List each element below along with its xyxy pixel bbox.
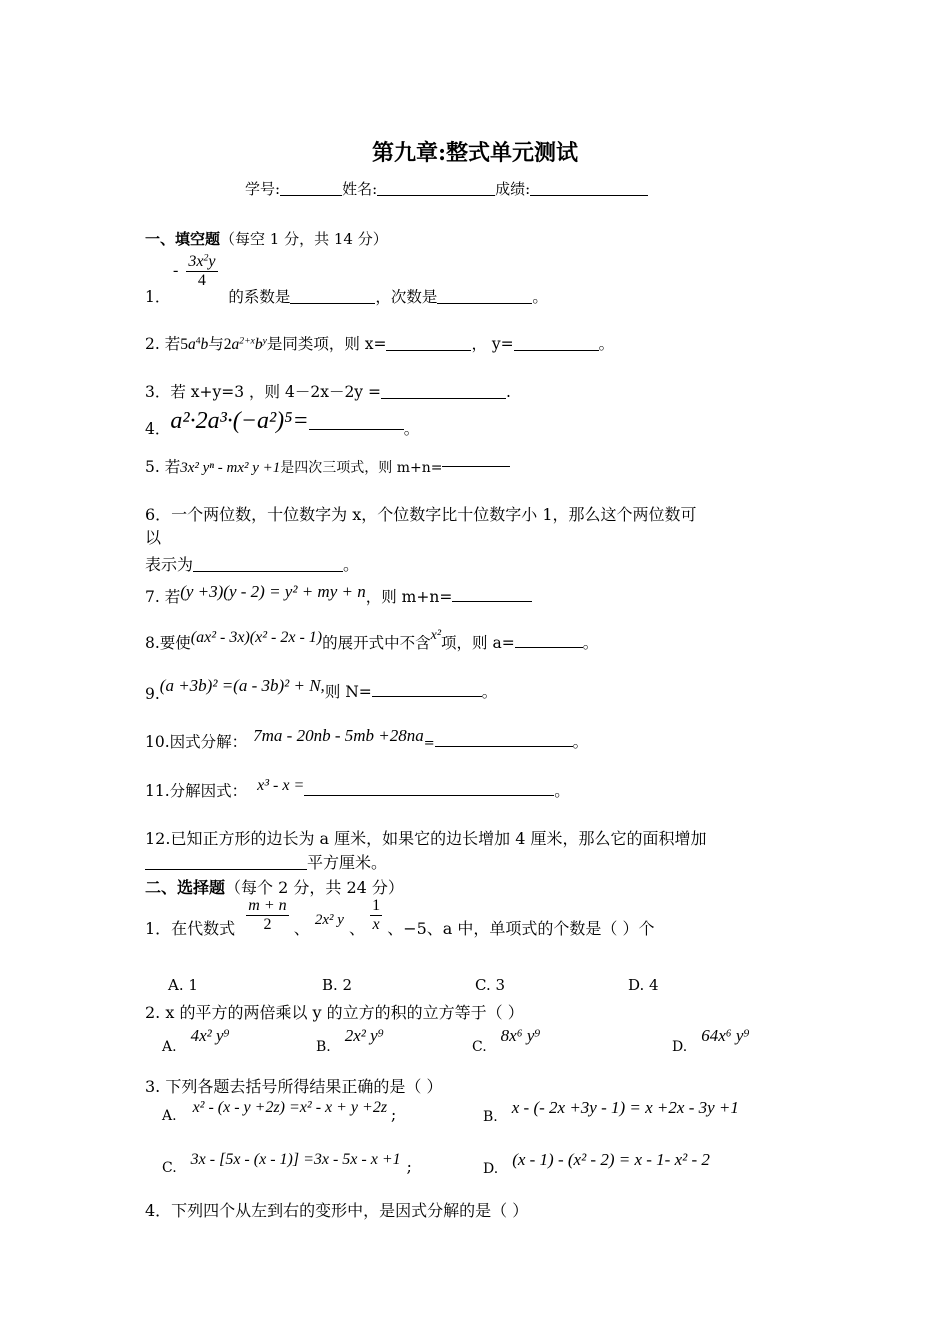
c1-option-c[interactable]: C. 3 [475,976,506,994]
c3-label-b: B. [483,1109,498,1125]
q11-pre: 11.分解因式： [145,782,248,800]
q5 [145,455,510,477]
q1-frac-den: 4 [197,272,206,289]
c1-term-2: 2x² y [314,912,344,928]
c2-option-b[interactable] [316,1026,384,1055]
section-2-note: （每个 2 分，共 24 分） [225,878,404,897]
q2-term-1: $5a^4b$ [180,335,209,353]
c1-frac-1-den: 2 [263,916,272,933]
c3-expr-c: 3x - [5x - (x - 1)] =3x - 5x - x +1 [190,1151,401,1168]
c1 [145,897,655,939]
c1-frac-1 [246,897,288,934]
c3-label-c: C. [162,1160,177,1176]
q9-end: 。 [481,683,498,701]
c2-option-d[interactable] [672,1026,749,1055]
id-label: 学号: [245,180,281,198]
q5-text: 是四次三项式，则 m+n= [280,460,443,476]
q8-pre: 8.要使 [145,634,191,652]
q6-end: 。 [343,555,360,574]
q4-expr: a²·2a³·(−a²)⁵= [170,408,309,434]
c1-rest: 、−5、a 中，单项式的个数是（ ）个 [387,919,655,938]
q12-line-1: 12.已知正方形的边长为 a 厘米，如果它的边长增加 4 厘米，那么它的面积增加 [145,829,707,848]
section-1-heading [145,228,388,249]
q10-pre: 10.因式分解： [145,733,248,751]
c2-expr-a: 4x² y⁹ [190,1026,230,1045]
name-label: 姓名: [342,180,378,198]
q7-text: ，则 m+n= [365,588,453,606]
c3-option-d[interactable] [483,1150,710,1177]
q7-pre: 7. 若 [145,588,181,606]
c3-option-b[interactable] [483,1098,739,1125]
c1-sep-1: 、 [293,919,310,938]
c3-semi-a: ; [391,1106,397,1124]
q6-line-1: 6．一个两位数，十位数字为 x，个位数字比十位数字小 1，那么这个两位数可 [145,505,697,524]
q10-blank[interactable] [435,745,573,747]
q12-line-2 [145,850,387,873]
c3-semi-c: ; [406,1158,412,1176]
score-label: 成绩: [495,180,531,198]
q1 [145,285,548,307]
q6-text: 表示为 [145,555,194,574]
c3-option-a[interactable] [162,1098,396,1124]
score-blank[interactable] [530,194,648,196]
section-2-title: 二、选择题 [145,878,226,897]
c1-frac-1-num: m + n [248,897,287,914]
student-info-line [245,178,648,199]
q1-blank-2[interactable] [437,302,532,304]
q11 [145,776,570,801]
q8-text2: 项，则 a= [441,634,515,652]
c2-stem: 2. x 的平方的两倍乘以 y 的立方的积的立方等于（ ） [145,1003,524,1022]
q7 [145,582,532,607]
q1-blank-1[interactable] [290,302,375,304]
q5-pre: 5. 若 [145,458,181,476]
q5-expr: 3x² yⁿ - mx² y +1 [180,460,281,476]
c1-pre: 1．在代数式 [145,919,236,938]
q2-text: 是同类项，则 x= [266,335,387,353]
c2-option-a[interactable] [162,1026,229,1055]
q12-text: 平方厘米。 [307,853,388,872]
q12-blank[interactable] [145,868,307,870]
q6-line-3 [145,552,359,575]
q4 [145,408,419,439]
q9-blank[interactable] [372,695,482,697]
c3-expr-d: (x - 1) - (x² - 2) = x - 1- x² - 2 [512,1150,710,1169]
q4-end: 。 [403,420,420,438]
c2-expr-c: 8x⁶ y⁹ [500,1026,541,1045]
q1-number: 1． [145,288,171,306]
c1-option-d[interactable]: D. 4 [628,976,659,994]
q10 [145,726,588,752]
q6-line-2: 以 [145,528,162,547]
c2-label-b: B. [316,1039,331,1055]
q8-expr: (ax² - 3x)(x² - 2x - 1) [190,629,323,646]
q11-expr: x³ - x = [257,777,305,794]
q5-blank[interactable] [442,465,510,467]
c4-stem: 4．下列四个从左到右的变形中，是因式分解的是（ ） [145,1201,529,1220]
q8-end: 。 [582,634,599,652]
q2-pre: 2. 若 [145,335,181,353]
q2 [145,332,614,354]
section-2-heading [145,875,404,898]
section-1-title: 一、填空题 [145,230,221,248]
q10-end: 。 [572,733,589,751]
q8-text1: 的展开式中不含 [322,634,431,652]
c3-label-d: D. [483,1161,499,1177]
q2-term-2: $2a^{2+x}b^y$ [223,335,267,353]
q1-minus: - [173,262,179,280]
q3-text: 3．若 x+y=3 ，则 4－2x－2y = [145,383,381,401]
c2-expr-d: 64x⁶ y⁹ [701,1026,750,1045]
q9-expr: (a +3b)² =(a - 3b)² + N, [159,676,325,695]
c1-option-a[interactable]: A. 1 [168,976,198,994]
q2-mid: 与 [208,335,224,353]
q11-end: 。 [554,782,570,800]
c1-frac-2 [370,897,382,934]
c3-stem: 3. 下列各题去括号所得结果正确的是（ ） [145,1077,443,1096]
q10-expr: 7ma - 20nb - 5mb +28na [253,726,424,745]
q2-sep: ， y= [471,335,514,353]
q1-end: 。 [532,288,548,306]
q1-text2: ，次数是 [375,288,438,306]
c3-label-a: A. [162,1108,177,1124]
q9-text: 则 N= [324,683,372,701]
c1-option-b[interactable]: B. 2 [322,976,353,994]
c3-expr-a: x² - (x - y +2z) =x² - x + y +2z [192,1099,388,1116]
q3-blank[interactable] [381,397,506,399]
c2-expr-b: 2x² y⁹ [344,1026,384,1045]
c2-label-a: A. [162,1039,177,1055]
name-blank[interactable] [377,194,495,196]
c1-sep-2: 、 [349,919,366,938]
q7-expr: (y +3)(y - 2) = y² + my + n [180,582,366,601]
q1-text1: 的系数是 [228,288,291,306]
q6-blank[interactable] [193,570,343,572]
q4-number: 4． [145,420,171,438]
q7-blank[interactable] [452,600,532,602]
c2-label-c: C. [472,1039,487,1055]
c3-option-c[interactable] [162,1150,412,1176]
q1-frac-num: $3x^2y$ [188,252,216,270]
q2-blank-y[interactable] [514,349,599,351]
q4-blank[interactable] [309,428,404,430]
q9-pre: 9. [145,685,160,703]
c2-option-c[interactable] [472,1026,540,1055]
q8 [145,628,598,653]
q8-x2: x² [430,628,442,643]
q11-blank[interactable] [304,794,554,796]
q9 [145,676,497,703]
page-title: 第九章:整式单元测试 [371,140,579,166]
id-blank[interactable] [280,194,342,196]
c2-label-d: D. [672,1039,688,1055]
q8-blank[interactable] [515,646,583,648]
c3-expr-b: x - (- 2x +3y - 1) = x +2x - 3y +1 [511,1098,739,1117]
c1-frac-2-den: x [372,916,380,933]
q2-blank-x[interactable] [386,349,471,351]
q2-end: 。 [598,335,615,353]
section-1-note: （每空 1 分，共 14 分） [220,230,388,248]
c1-frac-2-num: 1 [372,897,381,914]
q10-eq: = [423,736,435,751]
q3-end: . [505,383,511,401]
q3 [145,380,511,402]
